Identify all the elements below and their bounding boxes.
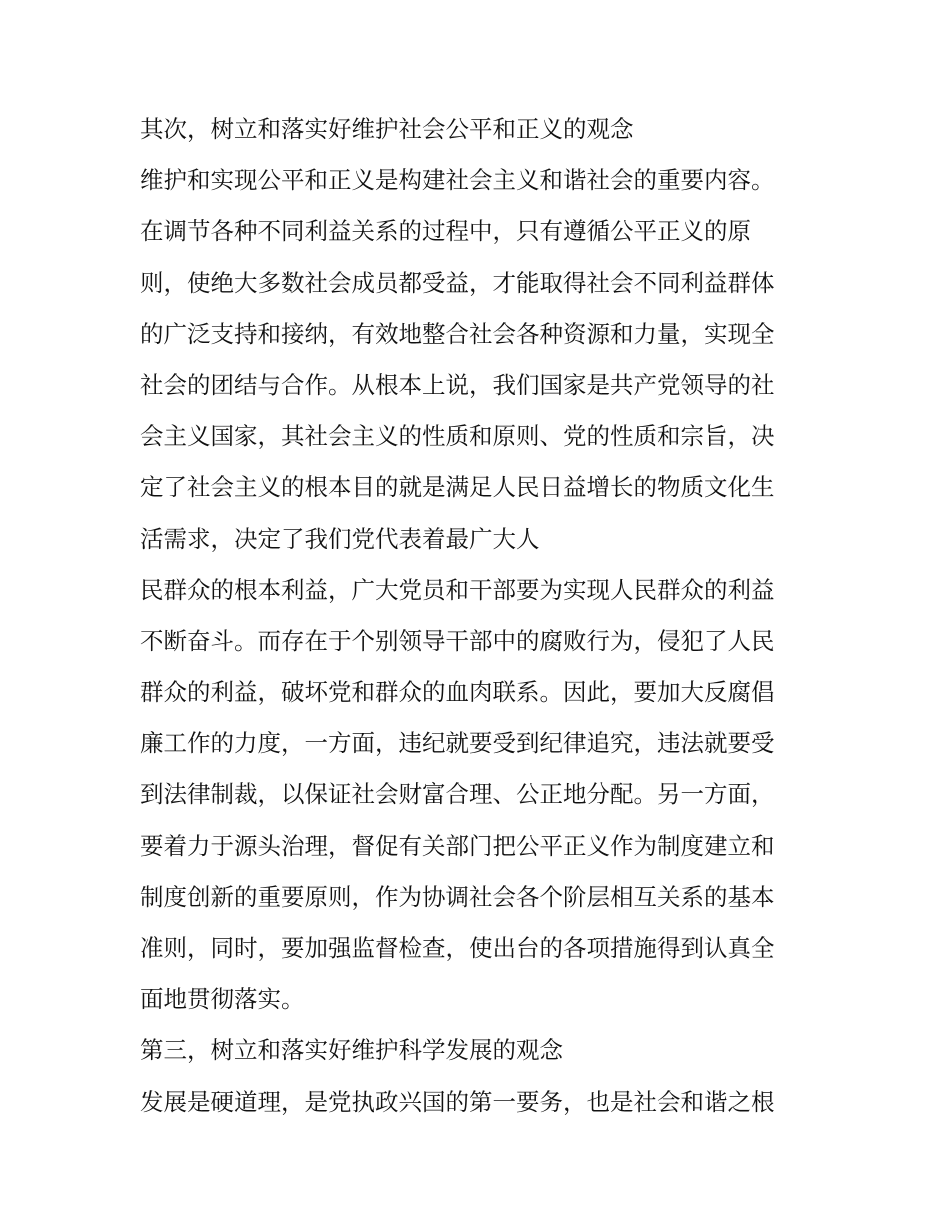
paragraph-line: 的广泛支持和接纳，有效地整合社会各种资源和力量，实现全 bbox=[140, 319, 775, 348]
paragraph-line: 准则，同时，要加强监督检查，使出台的各项措施得到认真全 bbox=[140, 934, 775, 962]
paragraph-line: 在调节各种不同利益关系的过程中，只有遵循公平正义的原 bbox=[140, 217, 751, 246]
paragraph-line: 不断奋斗。而存在于个别领导干部中的腐败行为，侵犯了人民 bbox=[140, 626, 775, 655]
paragraph-line: 定了社会主义的根本目的就是满足人民日益增长的物质文化生 bbox=[140, 473, 775, 502]
paragraph-line: 制度创新的重要原则，作为协调社会各个阶层相互关系的基本 bbox=[140, 882, 775, 911]
section-heading-third: 第三，树立和落实好维护科学发展的观念 bbox=[140, 1036, 563, 1065]
paragraph-line: 要着力于源头治理，督促有关部门把公平正义作为制度建立和 bbox=[140, 831, 775, 860]
document-page bbox=[140, 104, 820, 1128]
paragraph-line: 社会的团结与合作。从根本上说，我们国家是共产党领导的社 bbox=[140, 370, 775, 399]
paragraph-line: 则，使绝大多数社会成员都受益，才能取得社会不同利益群体 bbox=[140, 268, 775, 297]
paragraph-line: 群众的利益，破坏党和群众的血肉联系。因此，要加大反腐倡 bbox=[140, 678, 775, 707]
paragraph-line: 发展是硬道理，是党执政兴国的第一要务，也是社会和谐之根 bbox=[140, 1087, 775, 1116]
paragraph-line: 面地贯彻落实。 bbox=[140, 985, 305, 1014]
paragraph-line: 到法律制裁，以保证社会财富合理、公正地分配。另一方面， bbox=[140, 780, 775, 809]
paragraph-line: 维护和实现公平和正义是构建社会主义和谐社会的重要内容。 bbox=[140, 166, 775, 195]
paragraph-line: 活需求，决定了我们党代表着最广大人 bbox=[140, 524, 540, 553]
paragraph-line: 民群众的根本利益，广大党员和干部要为实现人民群众的利益 bbox=[140, 575, 775, 604]
section-heading-second: 其次，树立和落实好维护社会公平和正义的观念 bbox=[140, 115, 634, 143]
paragraph-line: 会主义国家，其社会主义的性质和原则、党的性质和宗旨，决 bbox=[140, 422, 775, 451]
paragraph-line: 廉工作的力度，一方面，违纪就要受到纪律追究，违法就要受 bbox=[140, 729, 775, 758]
